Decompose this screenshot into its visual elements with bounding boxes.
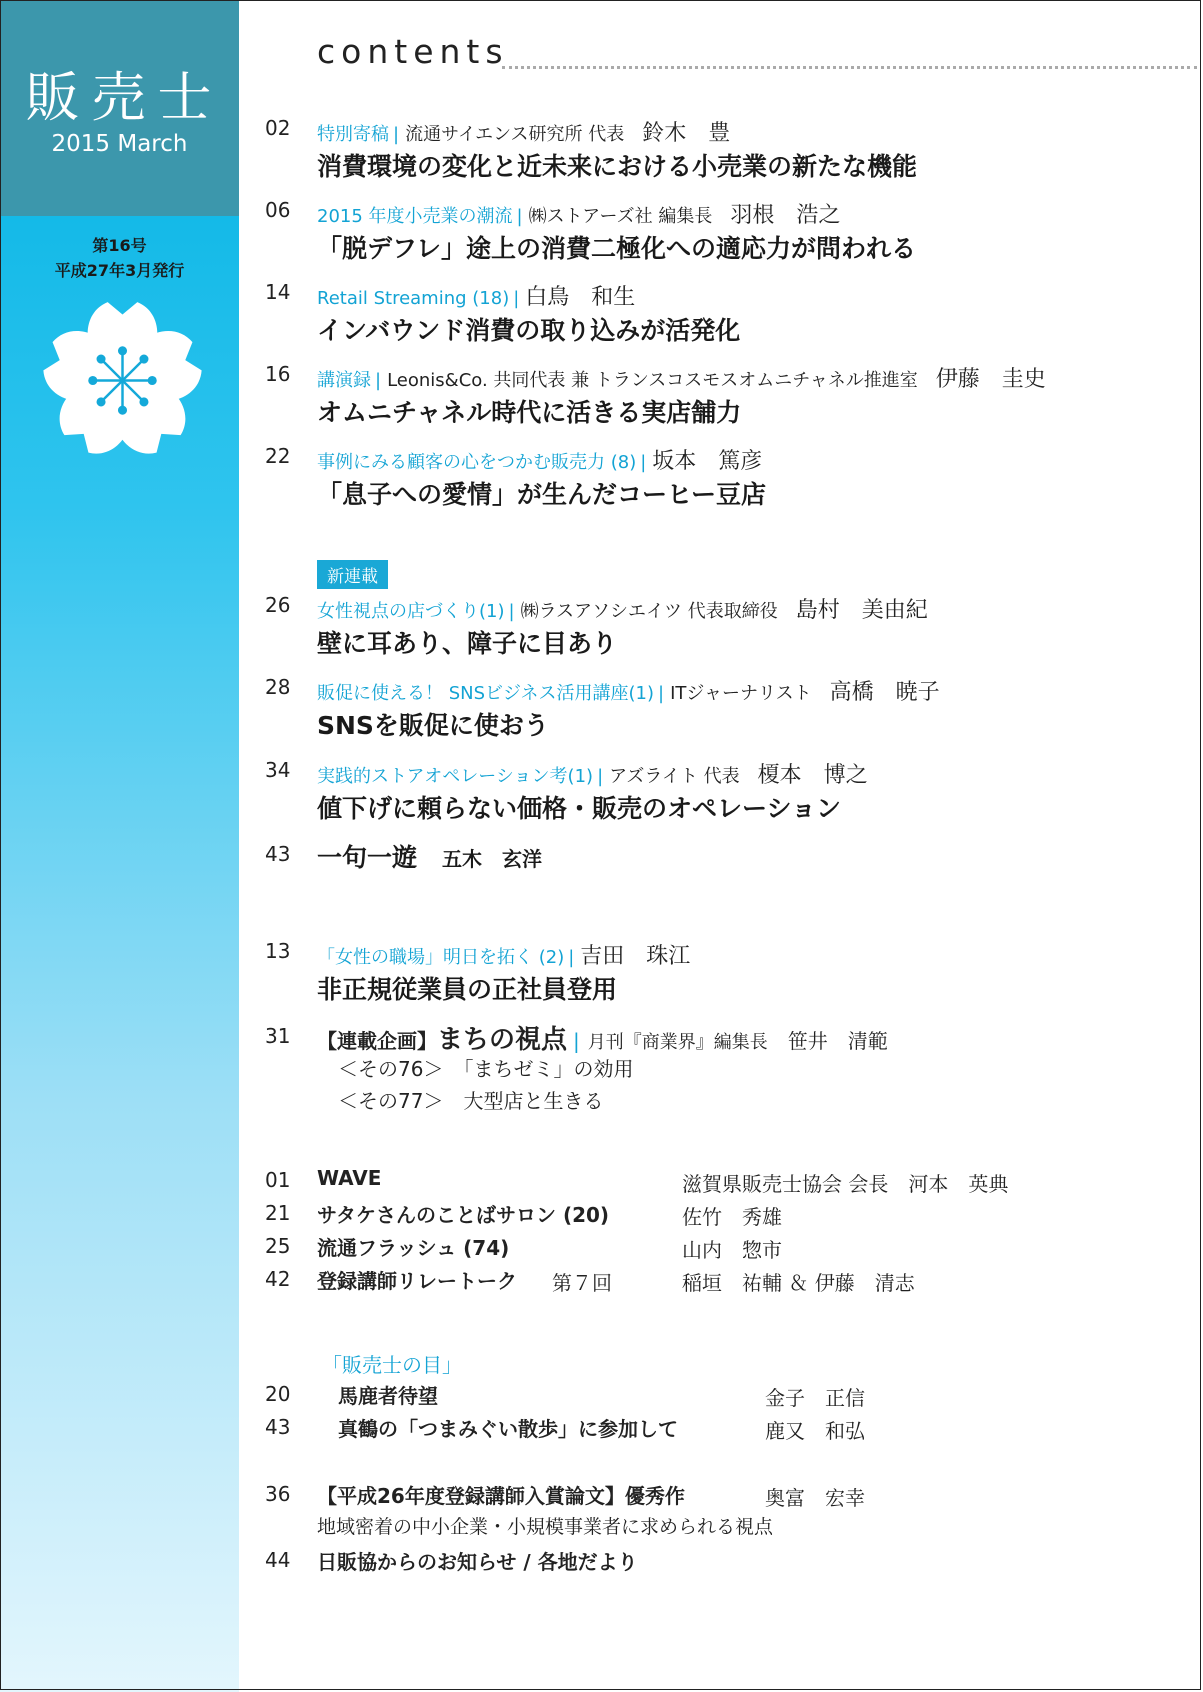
page-number: 36 — [265, 1482, 291, 1506]
series-prefix: 【連載企画】 — [317, 1029, 437, 1053]
author-org: Leonis&Co. 共同代表 兼 トランスコスモスオムニチャネル推進室 — [387, 370, 918, 391]
page-number: 13 — [265, 939, 291, 963]
article-category: 講演録 — [317, 370, 371, 391]
article-title[interactable]: インバウンド消費の取り込みが活発化 — [317, 316, 741, 345]
article-meta: 実践的ストアオペレーション考(1) | アズライト 代表 榎本 博之 — [317, 763, 868, 788]
article-title[interactable]: 値下げに頼らない価格・販売のオペレーション — [317, 794, 842, 823]
issue-month: 2015 March — [51, 131, 188, 157]
magazine-title: 販売士 — [25, 66, 224, 129]
page-number: 02 — [265, 116, 291, 140]
sakura-icon — [40, 298, 205, 463]
author-org: アズライト 代表 — [609, 766, 740, 787]
page-number: 14 — [265, 280, 291, 304]
article-meta: 販促に使える！ SNSビジネス活用講座(1) | ITジャーナリスト 高橋 暁子 — [317, 680, 940, 705]
article-title[interactable]: 【平成26年度登録講師入賞論文】優秀作 — [317, 1484, 685, 1508]
article-meta: 【連載企画】まちの視点 | 月刊『商業界』編集長 笹井 清範 — [317, 1025, 888, 1055]
regular-title[interactable]: 流通フラッシュ (74) — [317, 1236, 510, 1260]
article-category: 特別寄稿 — [317, 124, 389, 145]
article-meta: Retail Streaming (18) | 白鳥 和生 — [317, 285, 636, 310]
article-title[interactable]: 非正規従業員の正社員登用 — [317, 975, 618, 1004]
author-name: 榎本 博之 — [757, 763, 868, 788]
page-number: 26 — [265, 593, 291, 617]
article-meta: 「女性の職場」明日を拓く (2) | 吉田 珠江 — [317, 944, 691, 969]
author-name: 坂本 篤彦 — [652, 449, 763, 474]
article-meta: 2015 年度小売業の潮流 | ㈱ストアーズ社 編集長 羽根 浩之 — [317, 203, 841, 228]
sub-item: ＜その77＞ 大型店と生きる — [338, 1089, 604, 1113]
author-name: 鈴木 豊 — [642, 121, 731, 146]
article-meta: 特別寄稿 | 流通サイエンス研究所 代表 鈴木 豊 — [317, 121, 731, 146]
author-org: ㈱ストアーズ社 編集長 — [528, 206, 713, 227]
article-subtitle: 地域密着の中小企業・小規模事業者に求められる視点 — [317, 1516, 774, 1538]
author-name: 金子 正信 — [765, 1386, 865, 1410]
issue-number: 第16号 — [92, 236, 147, 255]
author-name: 高橋 暁子 — [829, 680, 940, 705]
article-title[interactable]: 消費環境の変化と近未来における小売業の新たな機能 — [317, 152, 918, 181]
author-name: 吉田 珠江 — [580, 944, 691, 969]
author-org: 月刊『商業界』編集長 — [587, 1032, 768, 1053]
page-number: 34 — [265, 758, 291, 782]
regular-title[interactable]: WAVE — [317, 1166, 382, 1190]
regular-title[interactable]: 登録講師リレートーク — [317, 1269, 517, 1293]
article-meta: 女性視点の店づくり(1) | ㈱ラスアソシエイツ 代表取締役 島村 美由紀 — [317, 598, 928, 623]
new-series-badge: 新連載 — [317, 560, 388, 589]
page-number: 43 — [265, 842, 291, 866]
page-number: 42 — [265, 1267, 291, 1291]
page-number: 43 — [265, 1415, 291, 1439]
article-title[interactable]: 馬鹿者待望 — [338, 1384, 438, 1408]
article-title[interactable]: オムニチャネル時代に活きる実店舗力 — [317, 398, 742, 427]
article-category: 実践的ストアオペレーション考(1) — [317, 766, 594, 787]
article-category: Retail Streaming (18) — [317, 288, 510, 309]
article-title[interactable]: 壁に耳あり、障子に目あり — [317, 629, 618, 658]
regular-author: 佐竹 秀雄 — [682, 1205, 782, 1229]
author-name: 島村 美由紀 — [795, 598, 928, 623]
page-number: 22 — [265, 444, 291, 468]
page-number: 25 — [265, 1234, 291, 1258]
article-meta: 講演録 | Leonis&Co. 共同代表 兼 トランスコスモスオムニチャネル推進室 伊藤 圭史 — [317, 367, 1046, 392]
page-number: 21 — [265, 1201, 291, 1225]
article-title[interactable]: 真鶴の「つまみぐい散歩」に参加して — [338, 1417, 678, 1441]
article-title[interactable] — [317, 838, 542, 874]
author-name: 鹿又 和弘 — [765, 1419, 865, 1443]
article-category: 事例にみる顧客の心をつかむ販売力 (8) — [317, 452, 637, 473]
regular-author: 稲垣 祐輔 ＆ 伊藤 清志 — [682, 1271, 915, 1295]
page-number: 06 — [265, 198, 291, 222]
author-name: 羽根 浩之 — [730, 203, 841, 228]
page-number: 28 — [265, 675, 291, 699]
author-name: 白鳥 和生 — [525, 285, 636, 310]
author-name: 奥富 宏幸 — [765, 1486, 865, 1510]
issue-date: 平成27年3月発行 — [54, 261, 185, 280]
author-name: 五木 玄洋 — [442, 847, 543, 871]
article-title[interactable]: 日販協からのお知らせ / 各地だより — [317, 1550, 638, 1574]
regular-extra: 第７回 — [552, 1271, 612, 1295]
eye-section-label: 「販売士の目」 — [322, 1353, 462, 1377]
author-org: 流通サイエンス研究所 代表 — [405, 124, 625, 145]
article-title[interactable]: まちの視点 — [437, 1025, 568, 1055]
article-meta: 事例にみる顧客の心をつかむ販売力 (8) | 坂本 篤彦 — [317, 449, 763, 474]
article-title[interactable]: 「息子への愛情」が生んだコーヒー豆店 — [317, 480, 767, 509]
author-name: 伊藤 圭史 — [935, 367, 1046, 392]
regular-author: 滋賀県販売士協会 会長 河本 英典 — [682, 1172, 1009, 1196]
dotted-rule — [502, 66, 1197, 69]
author-name: 笹井 清範 — [787, 1029, 888, 1053]
sidebar — [0, 0, 239, 1692]
regular-title[interactable]: サタケさんのことばサロン (20) — [317, 1203, 610, 1227]
article-title[interactable]: SNSを販促に使おう — [317, 711, 549, 740]
haiku-title: 一句一遊 — [317, 843, 418, 872]
author-org: ㈱ラスアソシエイツ 代表取締役 — [520, 601, 778, 622]
article-category: 「女性の職場」明日を拓く (2) — [317, 947, 565, 968]
article-category: 2015 年度小売業の潮流 — [317, 206, 513, 227]
regular-author: 山内 惣市 — [682, 1238, 782, 1262]
author-org: ITジャーナリスト — [670, 683, 812, 704]
article-category: 女性視点の店づくり(1) — [317, 601, 505, 622]
page-number: 31 — [265, 1024, 291, 1048]
page-number: 20 — [265, 1382, 291, 1406]
sub-item: ＜その76＞ 「まちゼミ」の効用 — [338, 1057, 634, 1081]
page-number: 44 — [265, 1548, 291, 1572]
article-title[interactable]: 「脱デフレ」途上の消費二極化への適応力が問われる — [317, 234, 917, 263]
contents-heading: contents — [317, 32, 509, 71]
page-number: 16 — [265, 362, 291, 386]
article-category: 販促に使える！ SNSビジネス活用講座(1) — [317, 683, 654, 704]
page-number: 01 — [265, 1168, 291, 1192]
